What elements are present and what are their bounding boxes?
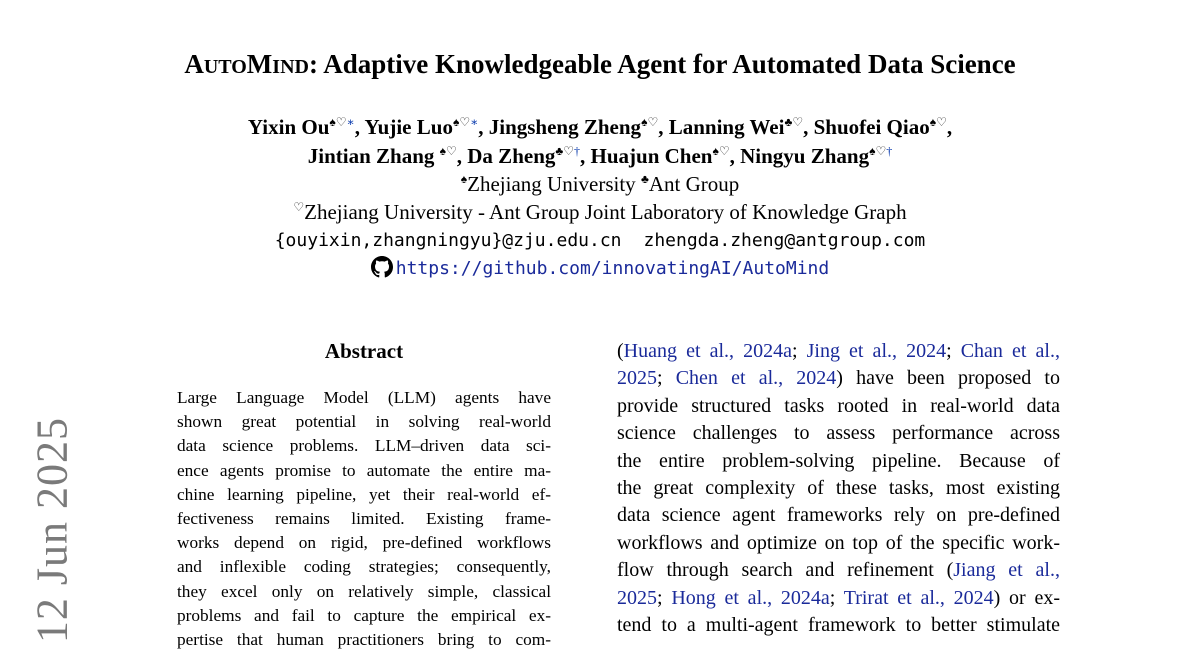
body-line: [617, 475, 1060, 502]
abstract-line: they excel only on relatively simple, classical: [177, 581, 551, 601]
citation-link[interactable]: 2025: [617, 367, 657, 390]
citation-link[interactable]: Hong et al., 2024a: [671, 586, 830, 609]
body-text: data science agent frameworks rely on pre-defined: [617, 504, 1060, 527]
body-text: ;: [791, 340, 807, 362]
affiliation-mark: ♠♡: [452, 115, 471, 129]
abstract-line: chine learning pipeline, yet their real-world ef-: [177, 484, 551, 504]
body-text: provide structured tasks rooted in real-world data: [617, 394, 1060, 417]
body-text: flow through search and refinement (: [617, 559, 954, 582]
abstract-line: Large Language Model (LLM) agents have: [177, 388, 551, 407]
affiliation-mark: ♠: [460, 172, 468, 186]
author-affiliation-marks: [329, 115, 354, 129]
abstract-line: works depend on rigid, pre-defined workflows: [177, 533, 551, 553]
citation-link[interactable]: Jiang et al.,: [953, 559, 1060, 582]
author-name: Jingsheng Zheng: [488, 115, 642, 139]
citation-link[interactable]: Chan et al.,: [960, 340, 1060, 362]
affiliation-mark: ♠♡: [712, 144, 730, 158]
abstract-line: ence agents promise to automate the entire ma-: [177, 460, 551, 480]
author-name: Ningyu Zhang: [740, 144, 870, 168]
github-icon: [371, 256, 393, 278]
body-text: the great complexity of these tasks, most existing: [617, 476, 1060, 499]
citation-link[interactable]: 2025: [617, 586, 657, 609]
abstract-body: [177, 386, 551, 652]
body-line: [617, 502, 1060, 529]
author-note-mark[interactable]: †: [574, 144, 581, 158]
body-text: ;: [829, 586, 844, 609]
email-2[interactable]: zhengda.zheng@antgroup.com: [643, 230, 926, 251]
author-note-mark[interactable]: ∗: [346, 115, 355, 129]
body-text: tend to a multi-agent framework to better stimulate: [617, 613, 1060, 636]
body-text: the entire problem-solving pipeline. Because of: [617, 449, 1060, 472]
affiliation-mark: ♠♡: [329, 115, 347, 129]
abstract-heading: Abstract: [324, 339, 404, 363]
author-name: Jintian Zhang: [307, 144, 440, 168]
body-line: [617, 393, 1060, 420]
body-text: science challenges to assess performance across: [617, 422, 1060, 445]
body-line: [617, 585, 1060, 612]
abstract-line: data science problems. LLM–driven data sci-: [177, 436, 551, 456]
author-affiliation-marks: [641, 115, 658, 129]
github-link-row: [0, 256, 1200, 282]
citation-link[interactable]: Huang et al., 2024a: [623, 340, 792, 362]
contact-emails: [0, 228, 1200, 254]
intro-column-text: [617, 338, 1060, 639]
affiliation-text: Zhejiang University: [467, 172, 641, 196]
paper-title: [0, 46, 1200, 85]
affiliation-text: Zhejiang University - Ant Group Joint Laboratory of Knowledge Graph: [304, 200, 907, 224]
author-affiliation-marks: [930, 115, 947, 129]
author-separator: ,: [658, 115, 669, 139]
author-separator: ,: [478, 115, 489, 139]
affiliation-mark: ♠♡: [869, 144, 887, 158]
author-affiliation-marks: [440, 144, 457, 158]
author-separator: ,: [354, 115, 365, 139]
abstract-line: fectiveness remains limited. Existing frame-: [177, 508, 551, 528]
body-text: ) or ex-: [993, 586, 1060, 609]
arxiv-date: 12 Jun 2025: [27, 416, 77, 644]
title-char: M: [246, 49, 273, 79]
author-separator: ,: [803, 115, 814, 139]
body-line: [617, 557, 1060, 584]
body-line: [617, 365, 1060, 392]
author-name: Lanning Wei: [668, 115, 785, 139]
body-text: workflows and optimize on top of the specific work-: [617, 531, 1060, 554]
author-separator: ,: [456, 144, 468, 168]
body-text: ;: [657, 367, 676, 390]
author-separator: ,: [946, 115, 953, 139]
body-line: [617, 338, 1060, 365]
abstract-line: and inflexible coding strategies; consequently,: [177, 557, 551, 577]
author-separator: ,: [729, 144, 741, 168]
author-affiliation-marks: [784, 115, 803, 129]
affiliation-mark: ♠♡: [929, 115, 947, 129]
affiliation-mark: ♠♡: [439, 144, 457, 158]
author-list: [0, 113, 1200, 171]
abstract-line: pertise that human practitioners bring to com-: [177, 629, 551, 649]
author-name: Huajun Chen: [590, 144, 713, 168]
abstract-line: problems and fail to capture the empirical ex-: [177, 605, 551, 625]
title-smallcaps: UTO: [203, 56, 247, 78]
body-text: (: [617, 340, 624, 362]
affiliation-line-1: [0, 170, 1200, 198]
arxiv-side-stamp: [22, 416, 82, 644]
body-text: ) have been proposed to: [836, 367, 1060, 390]
author-name: Yujie Luo: [364, 115, 453, 139]
title-smallcaps: IND: [272, 56, 309, 78]
author-affiliation-marks: [712, 144, 729, 158]
body-line: [617, 420, 1060, 447]
email-1[interactable]: {ouyixin,zhangningyu}@zju.edu.cn: [274, 230, 622, 251]
author-separator: ,: [580, 144, 591, 168]
body-text: ;: [657, 586, 672, 609]
abstract-line: shown great potential in solving real-world: [177, 412, 551, 432]
author-name: Da Zheng: [467, 144, 556, 168]
title-rest: : Adaptive Knowledgeable Agent for Automated Data Science: [308, 49, 1016, 79]
affiliation-line-2: [0, 198, 1200, 226]
citation-link[interactable]: Chen et al., 2024: [675, 367, 837, 390]
author-name: Shuofei Qiao: [813, 115, 930, 139]
citation-link[interactable]: Jing et al., 2024: [806, 340, 947, 362]
body-line: [617, 530, 1060, 557]
affiliation-mark: ♣♡: [784, 115, 804, 129]
author-note-mark[interactable]: ∗: [470, 115, 479, 129]
affiliation-mark: ♠♡: [641, 115, 659, 129]
affiliation-text: Ant Group: [648, 172, 740, 196]
citation-link[interactable]: Trirat et al., 2024: [843, 586, 994, 609]
title-char: A: [184, 49, 204, 79]
affiliation-mark: ♣: [640, 172, 649, 186]
body-line: [617, 448, 1060, 475]
author-affiliation-marks: [453, 115, 478, 129]
author-affiliation-marks: [869, 144, 892, 158]
author-note-mark[interactable]: †: [886, 144, 893, 158]
body-line: [617, 612, 1060, 639]
body-text: ;: [946, 340, 961, 362]
author-line-1: [0, 113, 1200, 142]
author-name: Yixin Ou: [247, 115, 330, 139]
affiliation-mark: ♣♡: [555, 144, 575, 158]
author-line-2: [0, 142, 1200, 171]
author-affiliation-marks: [555, 144, 580, 158]
affiliation-mark: ♡: [293, 200, 305, 214]
github-url[interactable]: https://github.com/innovatingAI/AutoMind: [395, 258, 830, 279]
